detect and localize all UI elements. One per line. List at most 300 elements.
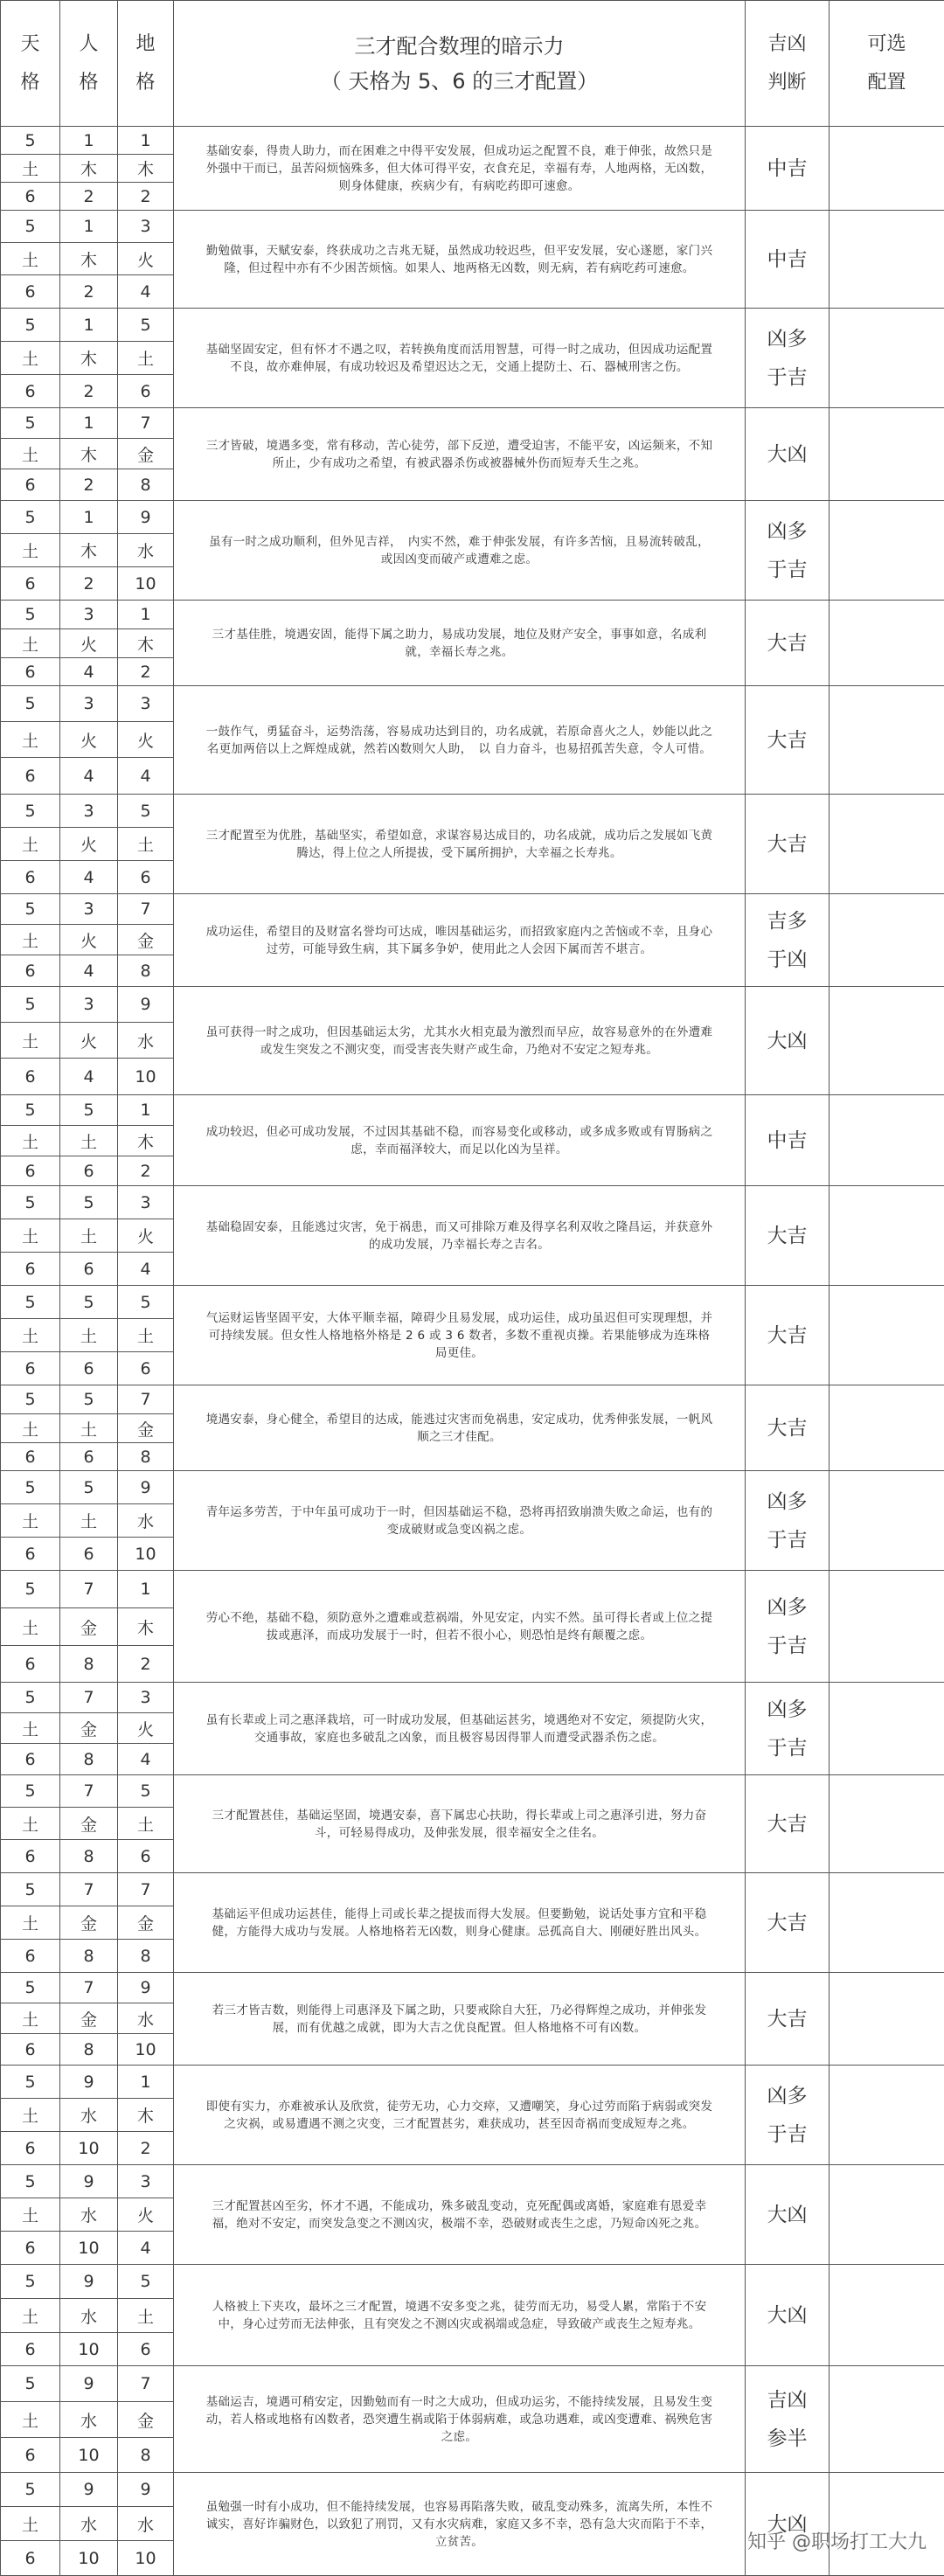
renge-cell: 3 <box>60 987 118 1023</box>
tiange-cell: 土 <box>1 2003 60 2034</box>
dige-cell: 木 <box>118 1608 174 1646</box>
tiange-cell: 5 <box>1 1775 60 1808</box>
judgement-cell <box>746 1775 829 1873</box>
dige-cell: 7 <box>118 1385 174 1414</box>
dige-cell: 10 <box>118 2541 174 2576</box>
dige-cell: 6 <box>118 1840 174 1873</box>
table-row <box>1 2066 944 2099</box>
tiange-cell: 5 <box>1 2473 60 2507</box>
renge-cell: 6 <box>60 1253 118 1286</box>
renge-cell: 10 <box>60 2232 118 2265</box>
renge-cell: 木 <box>60 534 118 567</box>
table-row <box>1 1775 944 1808</box>
config-cell <box>829 2165 944 2265</box>
config-cell <box>829 211 944 309</box>
renge-cell: 火 <box>60 629 118 658</box>
tiange-cell: 5 <box>1 2265 60 2299</box>
dige-cell: 3 <box>118 686 174 722</box>
renge-cell: 金 <box>60 1906 118 1940</box>
header-tiange: 天 格 <box>1 1 60 127</box>
judgement-text: 凶多 <box>746 1588 829 1627</box>
dige-cell: 8 <box>118 955 174 987</box>
tiange-cell: 土 <box>1 2507 60 2541</box>
dige-cell: 金 <box>118 2402 174 2438</box>
renge-cell: 土 <box>60 1319 118 1352</box>
judgement-text: 凶多 <box>746 2077 829 2115</box>
tiange-cell: 土 <box>1 1608 60 1646</box>
judgement-text: 凶多 <box>746 512 829 551</box>
judgement-cell <box>746 1095 829 1186</box>
judgement-text: 大吉 <box>746 1805 829 1843</box>
judgement-text: 大凶 <box>746 1022 829 1060</box>
judgement-cell <box>746 408 829 501</box>
tiange-cell: 6 <box>1 1059 60 1095</box>
dige-cell: 9 <box>118 2473 174 2507</box>
dige-cell: 8 <box>118 2438 174 2473</box>
renge-cell: 水 <box>60 2198 118 2232</box>
tiange-cell: 6 <box>1 2541 60 2576</box>
tiange-cell: 6 <box>1 1443 60 1471</box>
table-row <box>1 2366 944 2402</box>
dige-cell: 水 <box>118 1023 174 1059</box>
renge-cell: 木 <box>60 342 118 375</box>
table-row <box>1 211 944 243</box>
judgement-text: 大凶 <box>746 2196 829 2234</box>
tiange-cell: 6 <box>1 2438 60 2473</box>
table-row <box>1 686 944 722</box>
renge-cell: 6 <box>60 1538 118 1571</box>
table-row <box>1 501 944 534</box>
judgement-cell <box>746 309 829 408</box>
description-cell: 虽可获得一时之成功，但因基础运太劣，尤其水火相克最为激烈而早应，故容易意外的在外遭难或发生突发之不测灾变，而受害丧失财产或生命，乃绝对不安定之短寿兆。 <box>174 987 746 1095</box>
header-renge: 人 格 <box>60 1 118 127</box>
judgement-cell <box>746 1286 829 1385</box>
tiange-cell: 5 <box>1 601 60 629</box>
judgement-text: 中吉 <box>746 1121 829 1160</box>
renge-cell: 1 <box>60 127 118 155</box>
renge-cell: 7 <box>60 1775 118 1808</box>
renge-cell: 7 <box>60 1873 118 1906</box>
renge-cell: 土 <box>60 1219 118 1253</box>
description-cell: 一鼓作气，勇猛奋斗，运势浩荡，容易成功达到目的，功名成就，若原命喜火之人，妙能以此之名更加两倍以上之辉煌成就，然若凶数则欠人助， 以 自力奋斗，也易招孤苦失意，令人可惜。 <box>174 686 746 795</box>
tiange-cell: 6 <box>1 1352 60 1385</box>
tiange-cell: 土 <box>1 1414 60 1443</box>
tiange-cell: 土 <box>1 243 60 275</box>
table-row <box>1 309 944 342</box>
judgement-text: 于吉 <box>746 1627 829 1665</box>
renge-cell: 3 <box>60 894 118 925</box>
dige-cell: 土 <box>118 1319 174 1352</box>
title-line-1: 三才配合数理的暗示力 <box>174 29 745 64</box>
table-row <box>1 987 944 1023</box>
judgement-text: 大吉 <box>746 1316 829 1355</box>
renge-cell: 10 <box>60 2333 118 2366</box>
tiange-cell: 6 <box>1 2232 60 2265</box>
tiange-cell: 5 <box>1 1095 60 1126</box>
judgement-text: 中吉 <box>746 149 829 188</box>
judgement-cell <box>746 1571 829 1683</box>
renge-cell: 2 <box>60 469 118 501</box>
renge-cell: 水 <box>60 2299 118 2333</box>
dige-cell: 5 <box>118 1286 174 1319</box>
judgement-cell <box>746 1385 829 1471</box>
dige-cell: 木 <box>118 1126 174 1156</box>
tiange-cell: 6 <box>1 1940 60 1973</box>
tiange-cell: 5 <box>1 1973 60 2003</box>
renge-cell: 8 <box>60 1744 118 1775</box>
renge-cell: 金 <box>60 1608 118 1646</box>
judgement-cell <box>746 795 829 894</box>
judgement-cell <box>746 2066 829 2165</box>
tiange-cell: 土 <box>1 925 60 955</box>
renge-cell: 8 <box>60 1646 118 1683</box>
table-row <box>1 1186 944 1219</box>
config-cell <box>829 1286 944 1385</box>
dige-cell: 9 <box>118 1973 174 2003</box>
dige-cell: 火 <box>118 1219 174 1253</box>
dige-cell: 水 <box>118 1504 174 1538</box>
dige-cell: 7 <box>118 1873 174 1906</box>
description-cell: 勤勉做事，天赋安泰，终获成功之吉兆无疑，虽然成功较迟些，但平安发展，安心遂愿，家门兴隆，但过程中亦有不少困苦烦恼。如果人、地两格无凶数，则无病，若有病吃药可速愈。 <box>174 211 746 309</box>
renge-cell: 金 <box>60 1808 118 1840</box>
renge-cell: 3 <box>60 686 118 722</box>
dige-cell: 4 <box>118 2232 174 2265</box>
judgement-text: 凶多 <box>746 320 829 358</box>
judgement-text: 凶多 <box>746 1482 829 1521</box>
renge-cell: 木 <box>60 439 118 469</box>
dige-cell: 1 <box>118 127 174 155</box>
tiange-cell: 土 <box>1 1219 60 1253</box>
renge-cell: 9 <box>60 2165 118 2198</box>
renge-cell: 3 <box>60 601 118 629</box>
judgement-text: 于凶 <box>746 941 829 979</box>
tiange-cell: 6 <box>1 567 60 601</box>
table-row <box>1 1385 944 1414</box>
config-cell <box>829 2473 944 2576</box>
header-judgement: 吉凶 判断 <box>746 1 829 127</box>
tiange-cell: 5 <box>1 2066 60 2099</box>
tiange-cell: 6 <box>1 469 60 501</box>
dige-cell: 8 <box>118 1443 174 1471</box>
description-cell: 基础运吉，境遇可稍安定，因勤勉而有一时之大成功，但成功运劣，不能持续发展，且易发生变动，若人格或地格有凶数者，恐突遭生祸或陷于体弱病难，或急功遇难，或凶变遭难、祸殃危害之虑。 <box>174 2366 746 2473</box>
description-cell: 基础坚固安定，但有怀才不遇之叹，若转换角度而活用智慧，可得一时之成功，但因成功运配置不良，故亦难伸展，有成功较迟及希望迟达之无，交通上提防土、石、器械刑害之伤。 <box>174 309 746 408</box>
dige-cell: 8 <box>118 469 174 501</box>
dige-cell: 金 <box>118 439 174 469</box>
dige-cell: 10 <box>118 1538 174 1571</box>
tiange-cell: 6 <box>1 1840 60 1873</box>
judgement-text: 大凶 <box>746 2505 829 2544</box>
renge-cell: 木 <box>60 243 118 275</box>
config-cell <box>829 1471 944 1571</box>
tiange-cell: 土 <box>1 2402 60 2438</box>
judgement-cell <box>746 894 829 987</box>
judgement-cell <box>746 1683 829 1775</box>
tiange-cell: 6 <box>1 2132 60 2165</box>
header-config: 可选 配置 <box>829 1 944 127</box>
renge-cell: 8 <box>60 2034 118 2066</box>
dige-cell: 土 <box>118 2299 174 2333</box>
config-cell <box>829 601 944 686</box>
renge-cell: 6 <box>60 1443 118 1471</box>
description-cell: 三才配置甚凶至劣，怀才不遇，不能成功，殊多破乱变动，克死配偶或离婚，家庭难有恩爱幸福，绝对不安定，而突发急变之不测凶灾，极端不幸，恐破财或丧生之虑，乃短命凶死之兆。 <box>174 2165 746 2265</box>
tiange-cell: 5 <box>1 686 60 722</box>
dige-cell: 4 <box>118 275 174 309</box>
tiange-cell: 土 <box>1 342 60 375</box>
dige-cell: 1 <box>118 601 174 629</box>
judgement-text: 吉凶 <box>746 2381 829 2420</box>
dige-cell: 10 <box>118 567 174 601</box>
description-cell: 即使有实力，亦难被承认及欣赏，徒劳无功，心力交瘁，又遭嘲笑，身心过劳而陷于病弱或突发之灾祸，或易遭遇不测之灾变，三才配置甚劣，难获成功，甚至因奇祸而变成短寿之兆。 <box>174 2066 746 2165</box>
renge-cell: 1 <box>60 211 118 243</box>
dige-cell: 9 <box>118 501 174 534</box>
judgement-text: 大吉 <box>746 825 829 864</box>
dige-cell: 5 <box>118 795 174 828</box>
renge-cell: 2 <box>60 275 118 309</box>
tiange-cell: 5 <box>1 894 60 925</box>
judgement-cell <box>746 127 829 211</box>
config-cell <box>829 1873 944 1973</box>
tiange-cell: 土 <box>1 828 60 861</box>
renge-cell: 3 <box>60 795 118 828</box>
description-cell: 三才配置至为优胜，基础坚实，希望如意，求谋容易达成目的，功名成就，成功后之发展如飞黄腾达，得上位之人所提拔，受下属所拥护，大幸福之长寿兆。 <box>174 795 746 894</box>
dige-cell: 6 <box>118 2333 174 2366</box>
description-cell: 青年运多劳苦，于中年虽可成功于一时，但因基础运不稳，恐将再招致崩溃失败之命运，也有的变成破财或急变凶祸之虑。 <box>174 1471 746 1571</box>
tiange-cell: 土 <box>1 1713 60 1744</box>
tiange-cell: 土 <box>1 2198 60 2232</box>
renge-cell: 金 <box>60 2003 118 2034</box>
renge-cell: 1 <box>60 501 118 534</box>
renge-cell: 4 <box>60 1059 118 1095</box>
description-cell: 境遇安泰，身心健全，希望目的达成，能逃过灾害而免祸患，安定成功，优秀伸张发展，一帆风顺之三才佳配。 <box>174 1385 746 1471</box>
description-cell: 基础稳固安泰，且能逃过灾害，免于祸患，而又可排除万难及得享名利双收之隆昌运，并获意外的成功发展，乃幸福长寿之吉名。 <box>174 1186 746 1286</box>
dige-cell: 火 <box>118 722 174 758</box>
description-cell: 成功较迟，但必可成功发展，不过因其基础不稳，而容易变化或移动，或多成多败或有胃肠病之虑，幸而福泽较大，而足以化凶为呈祥。 <box>174 1095 746 1186</box>
config-cell <box>829 127 944 211</box>
dige-cell: 木 <box>118 155 174 183</box>
table-row <box>1 1095 944 1126</box>
dige-cell: 1 <box>118 2066 174 2099</box>
renge-cell: 1 <box>60 309 118 342</box>
renge-cell: 8 <box>60 1940 118 1973</box>
renge-cell: 土 <box>60 1504 118 1538</box>
renge-cell: 10 <box>60 2132 118 2165</box>
renge-cell: 5 <box>60 1286 118 1319</box>
tiange-cell: 5 <box>1 1186 60 1219</box>
tiange-cell: 5 <box>1 1471 60 1504</box>
dige-cell: 土 <box>118 342 174 375</box>
judgement-text: 于吉 <box>746 551 829 589</box>
judgement-text: 于吉 <box>746 1729 829 1767</box>
dige-cell: 4 <box>118 758 174 795</box>
dige-cell: 4 <box>118 1744 174 1775</box>
dige-cell: 火 <box>118 1713 174 1744</box>
dige-cell: 10 <box>118 2034 174 2066</box>
table-row <box>1 1471 944 1504</box>
tiange-cell: 土 <box>1 1504 60 1538</box>
config-cell <box>829 501 944 601</box>
renge-cell: 水 <box>60 2402 118 2438</box>
table-row <box>1 1571 944 1608</box>
description-cell: 三才基佳胜，境遇安固，能得下属之助力，易成功发展，地位及财产安全，事事如意，名成利就，幸福长寿之兆。 <box>174 601 746 686</box>
description-cell: 虽有一时之成功顺利，但外见吉祥， 内实不然，难于伸张发展，有许多苦恼，且易流转破乱，或因凶变而破产或遭难之虑。 <box>174 501 746 601</box>
renge-cell: 4 <box>60 861 118 894</box>
zhihu-watermark: 知乎 @职场打工大九 <box>747 2527 927 2554</box>
judgement-cell <box>746 1186 829 1286</box>
judgement-cell <box>746 601 829 686</box>
dige-cell: 火 <box>118 243 174 275</box>
judgement-cell <box>746 2165 829 2265</box>
dige-cell: 3 <box>118 2165 174 2198</box>
judgement-text: 于吉 <box>746 2115 829 2154</box>
description-cell: 基础安泰，得贵人助力，而在困难之中得平安发展，但成功运之配置不良，难于伸张，故然只是外强中干而已，虽苦闷烦恼殊多，但大体可得平安，衣食充足，幸福有寿，人地两格，无凶数，则身体健康，疾病少有，有病吃药即可速愈。 <box>174 127 746 211</box>
dige-cell: 木 <box>118 2099 174 2132</box>
dige-cell: 3 <box>118 1186 174 1219</box>
tiange-cell: 6 <box>1 183 60 211</box>
tiange-cell: 6 <box>1 658 60 686</box>
renge-cell: 火 <box>60 1023 118 1059</box>
title-line-2: （ 天格为 5、6 的三才配置） <box>174 64 745 99</box>
dige-cell: 6 <box>118 1352 174 1385</box>
judgement-text: 大凶 <box>746 435 829 474</box>
tiange-cell: 土 <box>1 439 60 469</box>
dige-cell: 3 <box>118 211 174 243</box>
judgement-cell <box>746 987 829 1095</box>
tiange-cell: 5 <box>1 795 60 828</box>
config-cell <box>829 987 944 1095</box>
dige-cell: 金 <box>118 925 174 955</box>
tiange-cell: 土 <box>1 1126 60 1156</box>
renge-cell: 7 <box>60 1571 118 1608</box>
description-cell: 基础运平但成功运甚佳，能得上司或长辈之提拔而得大发展。但要勤勉，说话处事方宜和平稳健，方能得大成功与发展。人格地格若无凶数，则身心健康。忌孤高自大、刚硬好胜出风头。 <box>174 1873 746 1973</box>
judgement-cell <box>746 1973 829 2066</box>
renge-cell: 2 <box>60 375 118 408</box>
table-row <box>1 1873 944 1906</box>
dige-cell: 土 <box>118 828 174 861</box>
tiange-cell: 土 <box>1 1906 60 1940</box>
description-cell: 虽勉强一时有小成功，但不能持续发展，也容易再陷落失败，破乱变动殊多，流离失所，本性不诚实，喜好诈骗财色，以致犯了刑罚，又有水灾病难，家庭又多不幸，恐有急大灾而陷于不幸，立贫苦。 <box>174 2473 746 2576</box>
tiange-cell: 5 <box>1 2165 60 2198</box>
tiange-cell: 5 <box>1 1571 60 1608</box>
table-row <box>1 2265 944 2299</box>
header-dige: 地 格 <box>118 1 174 127</box>
dige-cell: 6 <box>118 861 174 894</box>
dige-cell: 2 <box>118 1646 174 1683</box>
dige-cell: 2 <box>118 658 174 686</box>
config-cell <box>829 2265 944 2366</box>
judgement-text: 于吉 <box>746 1521 829 1559</box>
tiange-cell: 土 <box>1 1319 60 1352</box>
description-cell: 虽有长辈或上司之惠泽栽培，可一时成功发展，但基础运甚劣，境遇绝对不安定，须提防火灾，交通事故，家庭也多破乱之凶象，而且极容易因得罪人而遭受武器杀伤之虑。 <box>174 1683 746 1775</box>
judgement-cell <box>746 2473 829 2576</box>
dige-cell: 4 <box>118 1253 174 1286</box>
config-cell <box>829 309 944 408</box>
renge-cell: 木 <box>60 155 118 183</box>
dige-cell: 3 <box>118 1683 174 1713</box>
renge-cell: 金 <box>60 1713 118 1744</box>
table-row <box>1 127 944 155</box>
renge-cell: 8 <box>60 1840 118 1873</box>
tiange-cell: 5 <box>1 127 60 155</box>
renge-cell: 2 <box>60 183 118 211</box>
dige-cell: 水 <box>118 2003 174 2034</box>
tiange-cell: 5 <box>1 501 60 534</box>
renge-cell: 水 <box>60 2507 118 2541</box>
judgement-text: 大吉 <box>746 2000 829 2038</box>
tiange-cell: 5 <box>1 408 60 439</box>
dige-cell: 2 <box>118 1156 174 1186</box>
description-cell: 人格被上下夹攻，最坏之三才配置，境遇不安多变之兆，徒劳而无功，易受人累，常陷于不安中，身心过劳而无法伸张，且有突发之不测凶灾或祸端或急症，导致破产或丧生之短寿兆。 <box>174 2265 746 2366</box>
dige-cell: 9 <box>118 987 174 1023</box>
tiange-cell: 土 <box>1 2099 60 2132</box>
config-cell <box>829 2366 944 2473</box>
judgement-text: 大吉 <box>746 1409 829 1448</box>
judgement-cell <box>746 211 829 309</box>
judgement-text: 吉多 <box>746 902 829 941</box>
config-cell <box>829 1186 944 1286</box>
renge-cell: 7 <box>60 1683 118 1713</box>
dige-cell: 土 <box>118 1808 174 1840</box>
renge-cell: 4 <box>60 658 118 686</box>
dige-cell: 2 <box>118 183 174 211</box>
config-cell <box>829 1095 944 1186</box>
config-cell <box>829 2066 944 2165</box>
judgement-text: 大吉 <box>746 1217 829 1255</box>
dige-cell: 金 <box>118 1906 174 1940</box>
description-cell: 劳心不绝，基础不稳，须防意外之遭难或惹祸端，外见安定，内实不然。虽可得长者或上位之提拔或惠泽，而成功发展于一时，但若不很小心，则恐怕是终有颠覆之虑。 <box>174 1571 746 1683</box>
tiange-cell: 6 <box>1 1744 60 1775</box>
judgement-text: 大凶 <box>746 2296 829 2335</box>
tiange-cell: 6 <box>1 861 60 894</box>
judgement-cell <box>746 1873 829 1973</box>
renge-cell: 火 <box>60 722 118 758</box>
dige-cell: 5 <box>118 309 174 342</box>
renge-cell: 5 <box>60 1385 118 1414</box>
config-cell <box>829 894 944 987</box>
dige-cell: 2 <box>118 2132 174 2165</box>
table-row <box>1 408 944 439</box>
renge-cell: 5 <box>60 1186 118 1219</box>
table-row <box>1 1683 944 1713</box>
renge-cell: 火 <box>60 828 118 861</box>
renge-cell: 1 <box>60 408 118 439</box>
dige-cell: 5 <box>118 1775 174 1808</box>
config-cell <box>829 1385 944 1471</box>
renge-cell: 2 <box>60 567 118 601</box>
renge-cell: 5 <box>60 1095 118 1126</box>
dige-cell: 金 <box>118 1414 174 1443</box>
config-cell <box>829 1571 944 1683</box>
tiange-cell: 土 <box>1 2299 60 2333</box>
config-cell <box>829 795 944 894</box>
table-row <box>1 894 944 925</box>
config-cell <box>829 1683 944 1775</box>
renge-cell: 土 <box>60 1414 118 1443</box>
renge-cell: 9 <box>60 2473 118 2507</box>
tiange-cell: 5 <box>1 987 60 1023</box>
renge-cell: 6 <box>60 1352 118 1385</box>
dige-cell: 水 <box>118 2507 174 2541</box>
dige-cell: 水 <box>118 534 174 567</box>
tiange-cell: 5 <box>1 1385 60 1414</box>
tiange-cell: 6 <box>1 375 60 408</box>
tiange-cell: 5 <box>1 211 60 243</box>
tiange-cell: 土 <box>1 722 60 758</box>
tiange-cell: 土 <box>1 1808 60 1840</box>
tiange-cell: 5 <box>1 309 60 342</box>
description-cell: 三才皆破，境遇多变，常有移动，苦心徒劳，部下反逆，遭受迫害，不能平安，凶运频来，不知所止，少有成功之希望，有被武器杀伤或被器械外伤而短寿夭生之兆。 <box>174 408 746 501</box>
dige-cell: 木 <box>118 629 174 658</box>
tiange-cell: 6 <box>1 1538 60 1571</box>
